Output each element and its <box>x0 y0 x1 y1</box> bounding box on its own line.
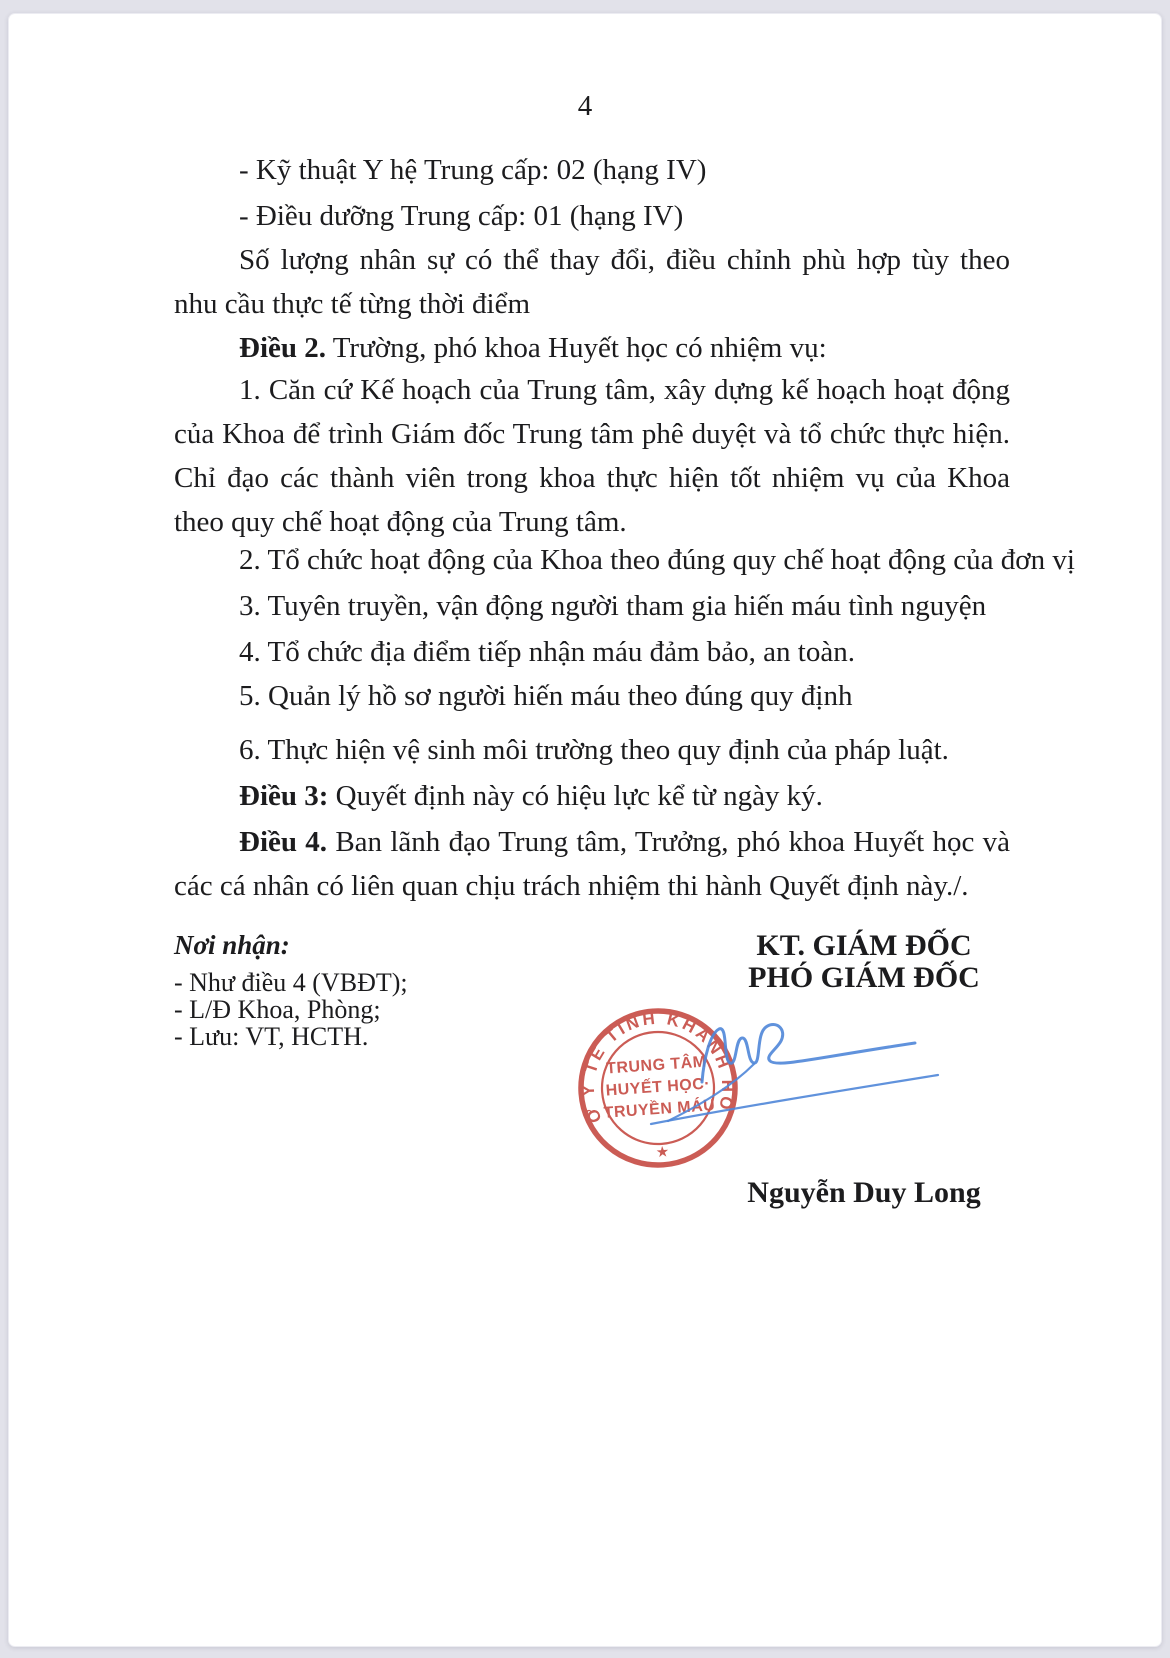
paragraph-article-3 <box>239 774 823 818</box>
article-text: Quyết định này có hiệu lực kể từ ngày ký. <box>328 780 823 812</box>
paragraph: 1. Căn cứ Kế hoạch của Trung tâm, xây dựng kế hoạch hoạt động của Khoa để trình Giám đốc Trung tâm phê duyệt và tổ chức thực hiện. Chỉ đạo các thành viên trong khoa thực hiện tốt nhiệm vụ của Khoa theo quy chế hoạt động của Trung tâm. <box>174 374 1010 538</box>
recipient-line: - Lưu: VT, HCTH. <box>174 1022 369 1051</box>
article-text: Ban lãnh đạo Trung tâm, Trưởng, phó khoa Huyết học và các cá nhân có liên quan chịu trách nhiệm thi hành Quyết định này./. <box>174 826 1010 902</box>
seal-center-line1: TRUNG TÂM <box>605 1053 708 1078</box>
paragraph: 6. Thực hiện vệ sinh môi trường theo quy định của pháp luật. <box>239 734 949 766</box>
paragraph: Số lượng nhân sự có thể thay đổi, điều chỉnh phù hợp tùy theo nhu cầu thực tế từng thời điểm <box>174 244 1010 320</box>
seal-ring-text: SỞ Y TẾ TỈNH KHÁNH HÒA <box>578 1008 738 1126</box>
signer-title-line2: PHÓ GIÁM ĐỐC <box>748 961 980 994</box>
article-text: Trường, phó khoa Huyết học có nhiệm vụ: <box>326 332 827 364</box>
recipients-block <box>174 930 408 1050</box>
paragraph: 2. Tổ chức hoạt động của Khoa theo đúng quy chế hoạt động của đơn vị <box>239 544 1075 576</box>
recipient-line: - Như điều 4 (VBĐT); <box>174 968 408 997</box>
paragraph: 4. Tổ chức địa điểm tiếp nhận máu đảm bảo, an toàn. <box>239 636 855 668</box>
recipient-line: - L/Đ Khoa, Phòng; <box>174 995 381 1024</box>
recipients-title: Nơi nhận: <box>174 930 290 960</box>
seal-center-line3: TRUYỀN MÁU <box>603 1097 716 1122</box>
signature-heading <box>669 930 1059 994</box>
article-label: Điều 4. <box>239 826 328 858</box>
page-number: 4 <box>577 90 593 122</box>
document-page <box>8 13 1162 1647</box>
article-label: Điều 2. <box>239 332 326 364</box>
paragraph: - Điều dưỡng Trung cấp: 01 (hạng IV) <box>239 200 684 232</box>
paragraph-article-4 <box>174 820 1010 908</box>
seal-star-icon: ★ <box>655 1142 670 1162</box>
paragraph: 3. Tuyên truyền, vận động người tham gia hiến máu tình nguyện <box>239 590 987 622</box>
signer-name: Nguyễn Duy Long <box>747 1176 981 1209</box>
paragraph-article-2 <box>239 326 827 370</box>
paragraph: - Kỹ thuật Y hệ Trung cấp: 02 (hạng IV) <box>239 154 707 186</box>
article-label: Điều 3: <box>239 780 329 812</box>
seal-center-line2: HUYẾT HỌC· <box>605 1075 711 1100</box>
signer-title-line1: KT. GIÁM ĐỐC <box>756 929 972 962</box>
paragraph: 5. Quản lý hồ sơ người hiến máu theo đúng quy định <box>239 680 853 712</box>
